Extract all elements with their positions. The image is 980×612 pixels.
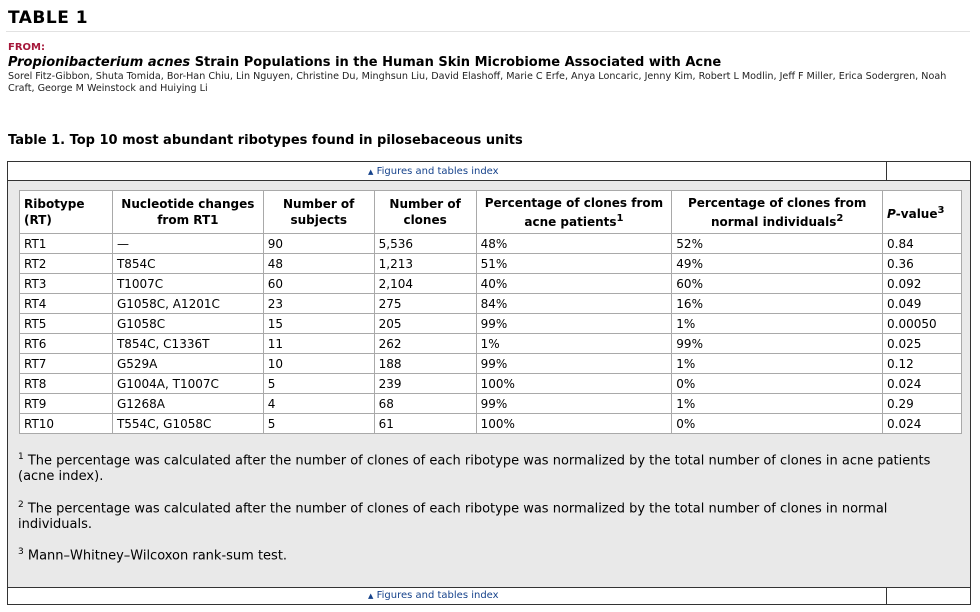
cell-nucleotide-changes: G1004A, T1007C — [112, 374, 263, 394]
cell-subjects: 15 — [263, 314, 374, 334]
cell-clones: 2,104 — [374, 274, 476, 294]
col-header-pct-normal: Percentage of clones from normal individuals$^2$ — [672, 191, 883, 234]
cell-clones: 188 — [374, 354, 476, 374]
col-header-pct-acne: Percentage of clones from acne patients$^1$ — [476, 191, 672, 234]
table-body — [20, 234, 962, 434]
table-row — [20, 374, 962, 394]
cell-nucleotide-changes: T554C, G1058C — [112, 414, 263, 434]
cell-p-value: 0.84 — [883, 234, 962, 254]
cell-pct-normal: 0% — [672, 374, 883, 394]
article-title-rest: Strain Populations in the Human Skin Microbiome Associated with Acne — [190, 55, 722, 70]
caret-up-icon: ▲ — [368, 592, 374, 600]
cell-p-value: 0.12 — [883, 354, 962, 374]
cell-clones: 68 — [374, 394, 476, 414]
cell-ribotype: RT7 — [20, 354, 113, 374]
cell-p-value: 0.29 — [883, 394, 962, 414]
table-row — [20, 234, 962, 254]
cell-p-value: 0.092 — [883, 274, 962, 294]
from-label: FROM: — [8, 42, 45, 53]
cell-clones: 1,213 — [374, 254, 476, 274]
table-row — [20, 294, 962, 314]
page-heading: TABLE 1 — [8, 8, 89, 28]
col-header-ribotype: Ribotype (RT) — [20, 191, 113, 234]
cell-pct-normal: 49% — [672, 254, 883, 274]
cell-pct-acne: 99% — [476, 354, 672, 374]
table-row — [20, 334, 962, 354]
cell-ribotype: RT8 — [20, 374, 113, 394]
cell-clones: 205 — [374, 314, 476, 334]
article-title-organism: Propionibacterium acnes — [8, 55, 191, 70]
table-row — [20, 254, 962, 274]
cell-subjects: 23 — [263, 294, 374, 314]
table-row — [20, 274, 962, 294]
cell-ribotype: RT3 — [20, 274, 113, 294]
cell-subjects: 90 — [263, 234, 374, 254]
cell-subjects: 60 — [263, 274, 374, 294]
figures-tables-index-link-top[interactable] — [368, 166, 499, 177]
top-nav-bar — [8, 162, 970, 181]
cell-ribotype: RT4 — [20, 294, 113, 314]
cell-pct-acne: 51% — [476, 254, 672, 274]
cell-p-value: 0.024 — [883, 414, 962, 434]
cell-pct-acne: 84% — [476, 294, 672, 314]
cell-p-value: 0.024 — [883, 374, 962, 394]
cell-p-value: 0.36 — [883, 254, 962, 274]
col-header-clones: Number of clones — [374, 191, 476, 234]
cell-pct-acne: 99% — [476, 394, 672, 414]
cell-pct-acne: 99% — [476, 314, 672, 334]
cell-pct-acne: 40% — [476, 274, 672, 294]
table-header-row — [20, 191, 962, 234]
cell-pct-acne: 48% — [476, 234, 672, 254]
cell-pct-normal: 99% — [672, 334, 883, 354]
cell-nucleotide-changes: G1268A — [112, 394, 263, 414]
cell-pct-acne: 100% — [476, 414, 672, 434]
ribotype-table — [19, 190, 962, 434]
cell-pct-normal: 16% — [672, 294, 883, 314]
cell-p-value: 0.00050 — [883, 314, 962, 334]
caret-up-icon: ▲ — [368, 168, 374, 176]
table-caption: Table 1. Top 10 most abundant ribotypes found in pilosebaceous units — [8, 133, 523, 148]
table-row — [20, 314, 962, 334]
table-row — [20, 414, 962, 434]
table-container — [7, 161, 971, 605]
heading-divider — [6, 31, 970, 32]
cell-nucleotide-changes: T854C — [112, 254, 263, 274]
cell-ribotype: RT1 — [20, 234, 113, 254]
cell-clones: 61 — [374, 414, 476, 434]
cell-nucleotide-changes: G1058C — [112, 314, 263, 334]
nav-divider — [886, 588, 887, 604]
cell-nucleotide-changes: T854C, C1336T — [112, 334, 263, 354]
cell-ribotype: RT5 — [20, 314, 113, 334]
cell-p-value: 0.049 — [883, 294, 962, 314]
table-row — [20, 394, 962, 414]
cell-clones: 275 — [374, 294, 476, 314]
cell-pct-normal: 1% — [672, 354, 883, 374]
cell-nucleotide-changes: — — [112, 234, 263, 254]
footnote-3: $^3$ Mann–Whitney–Wilcoxon rank-sum test. — [18, 547, 288, 564]
cell-nucleotide-changes: T1007C — [112, 274, 263, 294]
cell-nucleotide-changes: G529A — [112, 354, 263, 374]
figures-tables-index-link-bottom[interactable] — [368, 590, 499, 601]
cell-clones: 5,536 — [374, 234, 476, 254]
cell-subjects: 4 — [263, 394, 374, 414]
cell-clones: 239 — [374, 374, 476, 394]
col-header-p-value: P-value$^3$ — [883, 191, 962, 234]
nav-divider — [886, 162, 887, 180]
article-title[interactable] — [8, 55, 721, 70]
bottom-nav-bar — [8, 587, 970, 604]
cell-ribotype: RT10 — [20, 414, 113, 434]
col-header-subjects: Number of subjects — [263, 191, 374, 234]
cell-subjects: 48 — [263, 254, 374, 274]
author-list: Sorel Fitz-Gibbon, Shuta Tomida, Bor-Han Chiu, Lin Nguyen, Christine Du, Minghsun Liu, David Elashoff, Marie C Erfe, Anya Loncaric, Jenny Kim, Robert L Modlin, Jeff F Miller, Erica Sodergren, Noah Craft, George M Weinstock and Huiying Li — [8, 71, 947, 94]
cell-pct-normal: 0% — [672, 414, 883, 434]
cell-pct-acne: 1% — [476, 334, 672, 354]
nav-link-label: Figures and tables index — [376, 166, 499, 177]
cell-subjects: 10 — [263, 354, 374, 374]
cell-ribotype: RT2 — [20, 254, 113, 274]
cell-pct-normal: 60% — [672, 274, 883, 294]
footnote-2: $^2$ The percentage was calculated after the number of clones of each ribotype was normalized by the total number of clones in normal individuals. — [18, 500, 888, 533]
table-row — [20, 354, 962, 374]
cell-nucleotide-changes: G1058C, A1201C — [112, 294, 263, 314]
col-header-nucleotide-changes: Nucleotide changes from RT1 — [112, 191, 263, 234]
cell-pct-acne: 100% — [476, 374, 672, 394]
cell-ribotype: RT9 — [20, 394, 113, 414]
cell-p-value: 0.025 — [883, 334, 962, 354]
cell-pct-normal: 1% — [672, 314, 883, 334]
nav-link-label: Figures and tables index — [376, 590, 499, 601]
cell-pct-normal: 1% — [672, 394, 883, 414]
cell-subjects: 5 — [263, 414, 374, 434]
cell-pct-normal: 52% — [672, 234, 883, 254]
footnote-1: $^1$ The percentage was calculated after the number of clones of each ribotype was normalized by the total number of clones in acne patients (acne index). — [18, 452, 931, 485]
cell-clones: 262 — [374, 334, 476, 354]
cell-ribotype: RT6 — [20, 334, 113, 354]
cell-subjects: 11 — [263, 334, 374, 354]
cell-subjects: 5 — [263, 374, 374, 394]
